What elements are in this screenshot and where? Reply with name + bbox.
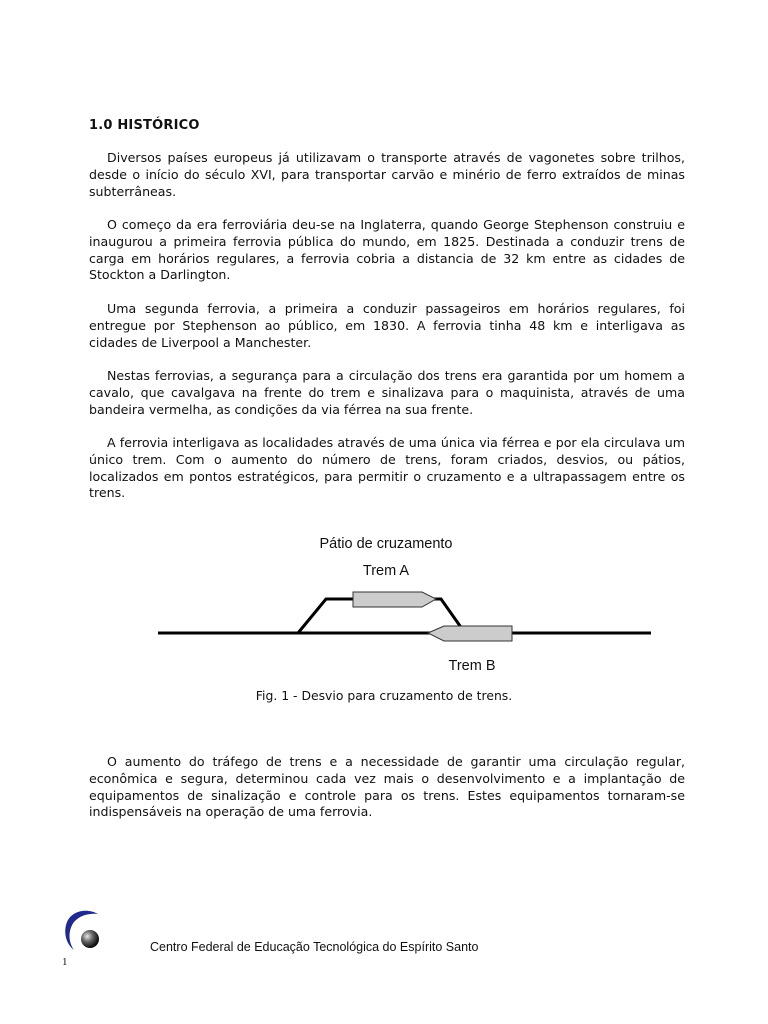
paragraph-3: Uma segunda ferrovia, a primeira a conduzir passageiros em horários regulares, foi entregue por Stephenson ao público, em 1830. A ferrovia tinha 48 km e interligava as cidades de Liverpool a Manchester. [89,301,685,350]
paragraph-5: A ferrovia interligava as localidades através de uma única via férrea e por ela circulava um único trem. Com o aumento do número de trens, foram criados, desvios, ou pátios, localizados em pontos estratégicos, para permitir o cruzamento e a ultrapassagem entre os trens. [89,435,685,501]
section-heading: 1.0 HISTÓRICO [89,118,200,133]
train-a-label: Trem A [362,563,410,579]
footer-institution: Centro Federal de Educação Tecnológica do Espírito Santo [150,940,479,954]
train-a-shape [353,592,436,607]
crossing-yard-diagram [0,528,768,688]
paragraph-4: Nestas ferrovias, a segurança para a circulação dos trens era garantida por um homem a cavalo, que cavalgava na frente do trem e sinalizava para o maquinista, através de uma bandeira vermelha, as condições da via férrea na sua frente. [89,368,685,417]
paragraph-1: Diversos países europeus já utilizavam o transporte através de vagonetes sobre trilhos, desde o início do século XVI, para transportar carvão e minério de ferro extraídos de minas subterrâneas. [89,150,685,199]
figure-caption: Fig. 1 - Desvio para cruzamento de trens. [255,688,513,703]
logo-ball [81,930,99,948]
diagram-title: Pátio de cruzamento [319,536,453,552]
train-b-label: Trem B [448,658,496,674]
cefet-logo-icon [58,908,108,954]
train-b-shape [428,626,512,641]
page-number: 1 [62,956,68,968]
paragraph-6: O aumento do tráfego de trens e a necessidade de garantir uma circulação regular, econômica e segura, determinou cada vez mais o desenvolvimento e a implantação de equipamentos de sinalização e controle para os trens. Estes equipamentos tornaram-se indispensáveis na operação de uma ferrovia. [89,754,685,820]
paragraph-2: O começo da era ferroviária deu-se na Inglaterra, quando George Stephenson construiu e inaugurou a primeira ferrovia pública do mundo, em 1825. Destinada a conduzir trens de carga em horários regulares, a ferrovia cobria a distancia de 32 km entre as cidades de Stockton a Darlington. [89,217,685,283]
